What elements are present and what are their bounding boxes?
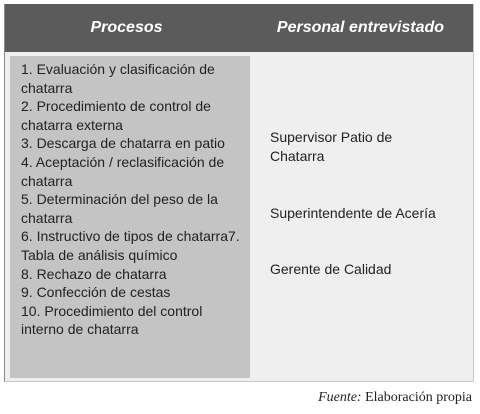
proceso-item-2: 2. Procedimiento de control de chatarra externa — [21, 98, 211, 133]
source-note — [318, 390, 472, 406]
proceso-item-4: 4. Aceptación / reclasificación de chatarra — [21, 153, 225, 189]
proceso-item-10: 10. Procedimiento del control interno de chatarra — [21, 302, 203, 338]
proceso-item-1: 1. Evaluación y clasificación de chatarra — [21, 61, 215, 96]
table-header-row — [5, 4, 473, 52]
proceso-item-8: 8. Rechazo de chatarra — [21, 265, 167, 282]
procesos-list — [21, 60, 246, 339]
procesos-column — [10, 56, 250, 378]
proceso-item-3: 3. Descarga de chatarra en patio — [21, 135, 225, 152]
proceso-item-9: 9. Confección de cestas — [21, 284, 171, 301]
source-text: Elaboración propia — [361, 390, 472, 405]
personal-supervisor-patio: Supervisor Patio de Chatarra — [270, 129, 393, 164]
personal-column — [270, 56, 470, 378]
proceso-item-5: 5. Determinación del peso de la chatarra — [21, 191, 218, 226]
header-personal-entrevistado: Personal entrevistado — [276, 19, 445, 36]
proceso-item-6: 6. Instructivo de tipos de chatarra7. Tabla de análisis químico — [21, 228, 240, 263]
personal-gerente-calidad: Gerente de Calidad — [270, 261, 392, 277]
source-label: Fuente: — [318, 390, 362, 405]
procesos-table — [4, 4, 474, 382]
personal-superintendente-aceria: Superintendente de Acería — [270, 205, 436, 221]
header-procesos: Procesos — [90, 19, 163, 36]
